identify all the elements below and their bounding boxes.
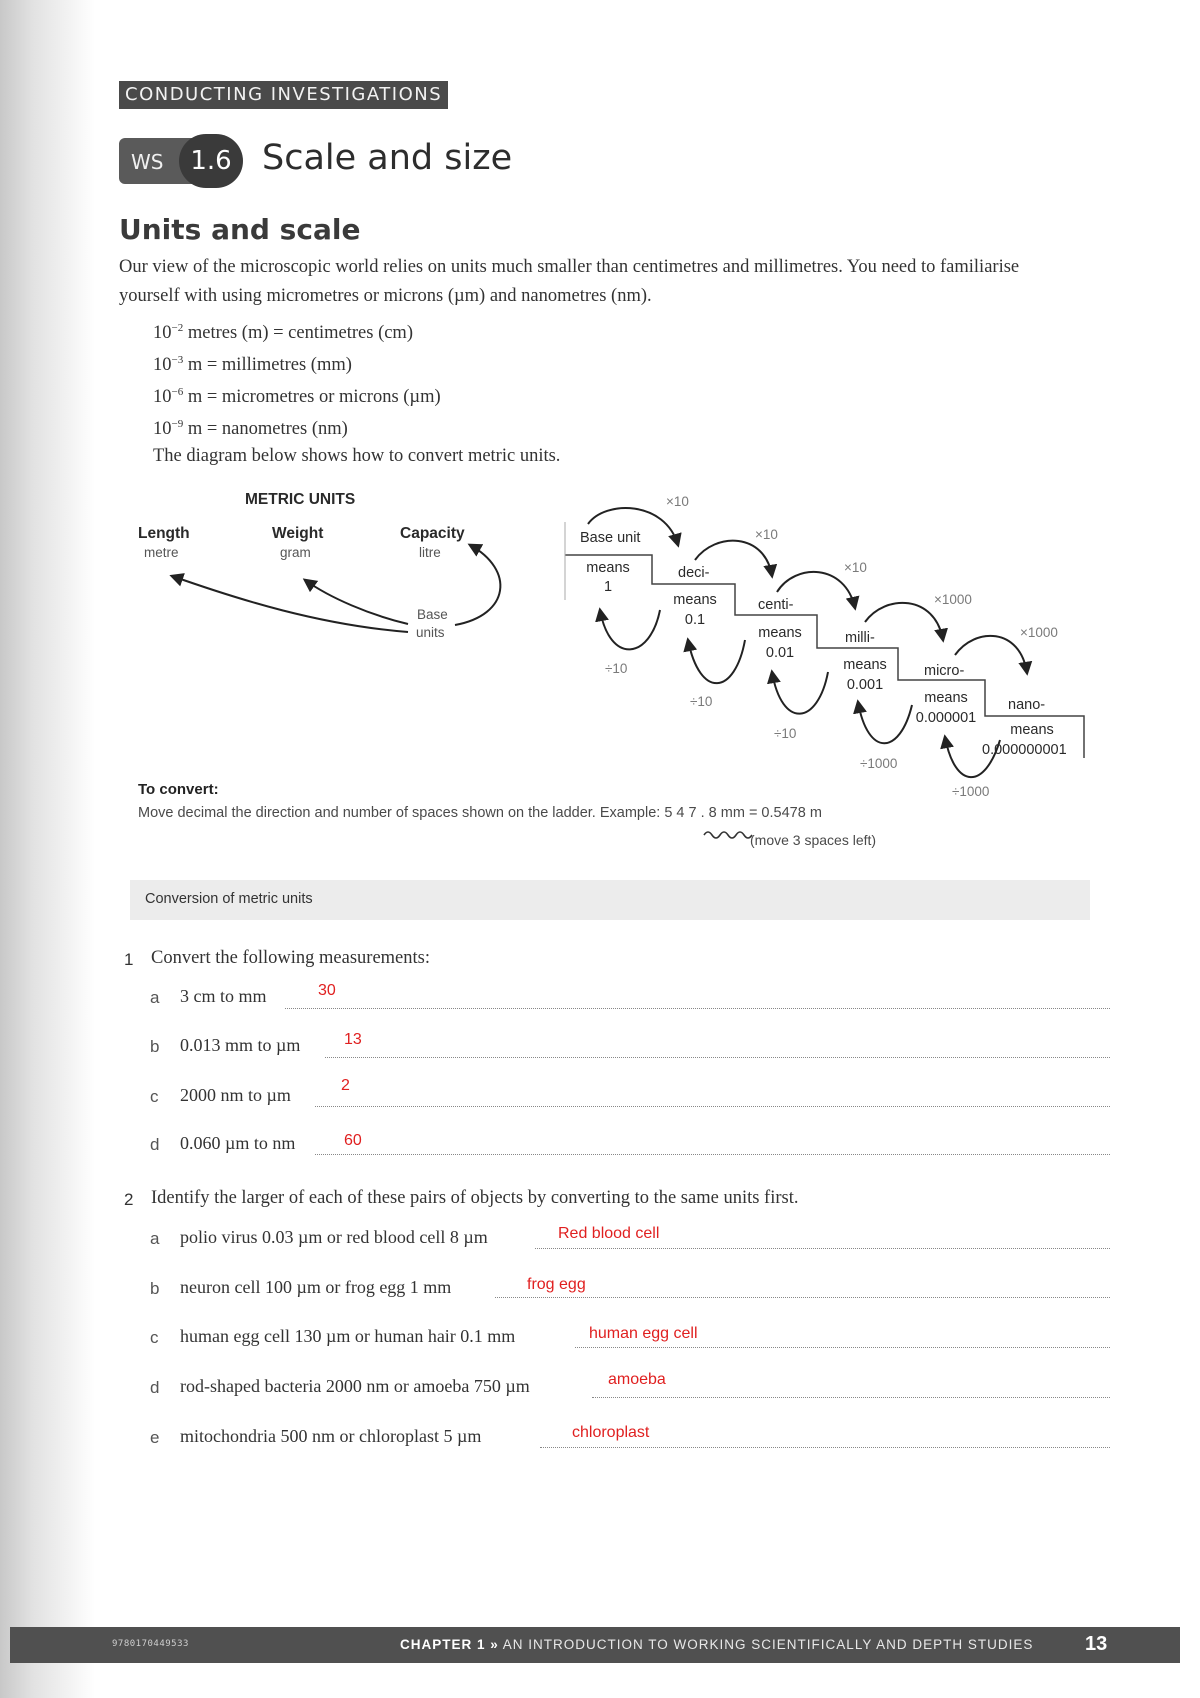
- arrow-divide-4: [858, 702, 912, 743]
- arrow-multiply-5: [955, 636, 1027, 673]
- to-convert-note: (move 3 spaces left): [750, 832, 877, 848]
- divide-label-3: ÷10: [774, 726, 797, 741]
- q1c-answer: 2: [341, 1077, 350, 1094]
- worksheet-number: 1.6: [179, 134, 243, 188]
- to-convert-text: Move decimal the direction and number of spaces shown on the ladder. Example: 5 4 7 . 8 mm = 0.5478 m: [138, 805, 822, 821]
- page-title: Scale and size: [262, 138, 513, 178]
- q1a-answer-line[interactable]: [285, 1008, 1110, 1009]
- footer-chapter-title: AN INTRODUCTION TO WORKING SCIENTIFICALLY AND DEPTH STUDIES: [502, 1637, 1034, 1652]
- q1b-answer: 13: [344, 1031, 362, 1048]
- q2a-answer-line[interactable]: [535, 1248, 1110, 1249]
- to-convert-title: To convert:: [138, 781, 219, 798]
- q2a-answer: Red blood cell: [558, 1225, 660, 1242]
- q2b-answer: frog egg: [527, 1276, 586, 1293]
- metric-units-title: METRIC UNITS: [245, 491, 356, 508]
- ladder-value-micro: 0.000001: [915, 710, 977, 726]
- q1b-answer-line[interactable]: [325, 1057, 1110, 1058]
- weight-label: Weight: [272, 525, 324, 542]
- q1c-letter: c: [150, 1087, 159, 1106]
- base-units-line1: Base: [417, 607, 448, 622]
- ladder-means-deci: means: [673, 592, 717, 608]
- q2d-letter: d: [150, 1378, 160, 1397]
- unit-definition-mm: $10^{-3}$ m = millimetres (mm): [153, 354, 352, 375]
- divide-label-2: ÷10: [690, 694, 713, 709]
- q1d-answer-line[interactable]: [315, 1154, 1110, 1155]
- ladder-means-nano: means: [1010, 722, 1054, 738]
- arrow-to-length: [172, 576, 408, 632]
- multiply-label-2: ×10: [755, 527, 778, 542]
- q2c-text: human egg cell 130 µm or human hair 0.1 mm: [180, 1326, 516, 1346]
- q2e-letter: e: [150, 1428, 160, 1447]
- ladder-prefix-nano: nano-: [1008, 697, 1046, 713]
- q2e-answer-line[interactable]: [540, 1447, 1110, 1448]
- worksheet-label: WS: [131, 150, 164, 174]
- q1a-answer: 30: [318, 982, 336, 999]
- arrow-multiply-4: [865, 603, 943, 640]
- length-unit: metre: [144, 545, 179, 560]
- q2c-answer: human egg cell: [589, 1325, 698, 1342]
- arrow-to-capacity: [455, 545, 500, 625]
- arrow-divide-3: [772, 672, 828, 714]
- ladder-value-milli: 0.001: [846, 677, 884, 693]
- multiply-label-4: ×1000: [934, 592, 972, 607]
- section-tag: CONDUCTING INVESTIGATIONS: [119, 81, 448, 109]
- ladder-means-milli: means: [843, 657, 887, 673]
- ladder-means-base: means: [586, 560, 630, 576]
- q1b-letter: b: [150, 1037, 160, 1056]
- arrow-divide-2: [688, 640, 745, 683]
- unit-definition-cm: $10^{-2}$ metres (m) = centimetres (cm): [153, 322, 413, 343]
- question-2-number: 2: [124, 1190, 134, 1209]
- unit-definition-um: $10^{-6}$ m = micrometres or microns (µm): [153, 386, 441, 407]
- ladder-value-centi: 0.01: [765, 645, 795, 661]
- q1d-letter: d: [150, 1135, 160, 1154]
- q2b-letter: b: [150, 1279, 160, 1298]
- q2b-text: neuron cell 100 µm or frog egg 1 mm: [180, 1277, 452, 1297]
- q1c-answer-line[interactable]: [315, 1106, 1110, 1107]
- ladder-value-nano: 0.000000001: [982, 742, 1067, 758]
- footer-chapter-label: CHAPTER 1 »: [400, 1637, 499, 1652]
- q2d-answer-line[interactable]: [592, 1397, 1110, 1398]
- ladder-prefix-centi: centi-: [758, 597, 794, 613]
- ladder-prefix-deci: deci-: [678, 565, 710, 581]
- question-1-number: 1: [124, 950, 134, 969]
- divide-label-4: ÷1000: [860, 756, 898, 771]
- question-1-text: Convert the following measurements:: [151, 948, 430, 968]
- weight-unit: gram: [280, 545, 311, 560]
- ladder-prefix-base: Base unit: [580, 530, 641, 546]
- question-2-text: Identify the larger of each of these pairs of objects by converting to the same units first.: [151, 1188, 799, 1208]
- q2a-text: polio virus 0.03 µm or red blood cell 8 µm: [180, 1227, 488, 1247]
- conversion-section-label: Conversion of metric units: [145, 891, 313, 907]
- arrow-to-weight: [305, 580, 408, 624]
- capacity-unit: litre: [419, 545, 441, 560]
- q2c-answer-line[interactable]: [575, 1347, 1110, 1348]
- capacity-label: Capacity: [400, 525, 465, 542]
- ladder-prefix-milli: milli-: [845, 630, 875, 646]
- q2e-answer: chloroplast: [572, 1424, 650, 1441]
- q2b-answer-line[interactable]: [495, 1297, 1110, 1298]
- ladder-value-base: 1: [603, 579, 613, 595]
- ladder-value-deci: 0.1: [684, 612, 706, 628]
- q1a-text: 3 cm to mm: [180, 986, 267, 1006]
- ladder-prefix-micro: micro-: [924, 663, 965, 679]
- ladder-means-centi: means: [758, 625, 802, 641]
- q1d-answer: 60: [344, 1132, 362, 1149]
- q2e-text: mitochondria 500 nm or chloroplast 5 µm: [180, 1426, 482, 1446]
- footer-chapter: [400, 1637, 1033, 1652]
- multiply-label-5: ×1000: [1020, 625, 1058, 640]
- section-heading: Units and scale: [119, 213, 361, 246]
- q1b-text: 0.013 mm to µm: [180, 1035, 301, 1055]
- page-number: 13: [1085, 1633, 1108, 1655]
- q2c-letter: c: [150, 1328, 159, 1347]
- q2d-answer: amoeba: [608, 1371, 666, 1388]
- q2d-text: rod-shaped bacteria 2000 nm or amoeba 750 µm: [180, 1376, 530, 1396]
- q1d-text: 0.060 µm to nm: [180, 1133, 296, 1153]
- base-units-line2: units: [416, 625, 445, 640]
- q1c-text: 2000 nm to µm: [180, 1085, 291, 1105]
- diagram-caption: The diagram below shows how to convert metric units.: [153, 446, 561, 466]
- example-underline: [704, 832, 752, 838]
- multiply-label-1: ×10: [666, 494, 689, 509]
- divide-label-5: ÷1000: [952, 784, 990, 799]
- unit-definition-nm: $10^{-9}$ m = nanometres (nm): [153, 418, 348, 439]
- length-label: Length: [138, 525, 190, 542]
- intro-paragraph: Our view of the microscopic world relies on units much smaller than centimetres and millimetres. You need to familiarise yourself with using micrometres or microns (µm) and nanometres (nm).: [119, 257, 1020, 306]
- q2a-letter: a: [150, 1229, 160, 1248]
- multiply-label-3: ×10: [844, 560, 867, 575]
- ladder-means-micro: means: [924, 690, 968, 706]
- q1a-letter: a: [150, 988, 160, 1007]
- footer-isbn: 9780170449533: [112, 1639, 189, 1649]
- divide-label-1: ÷10: [605, 661, 628, 676]
- arrow-divide-1: [600, 610, 660, 649]
